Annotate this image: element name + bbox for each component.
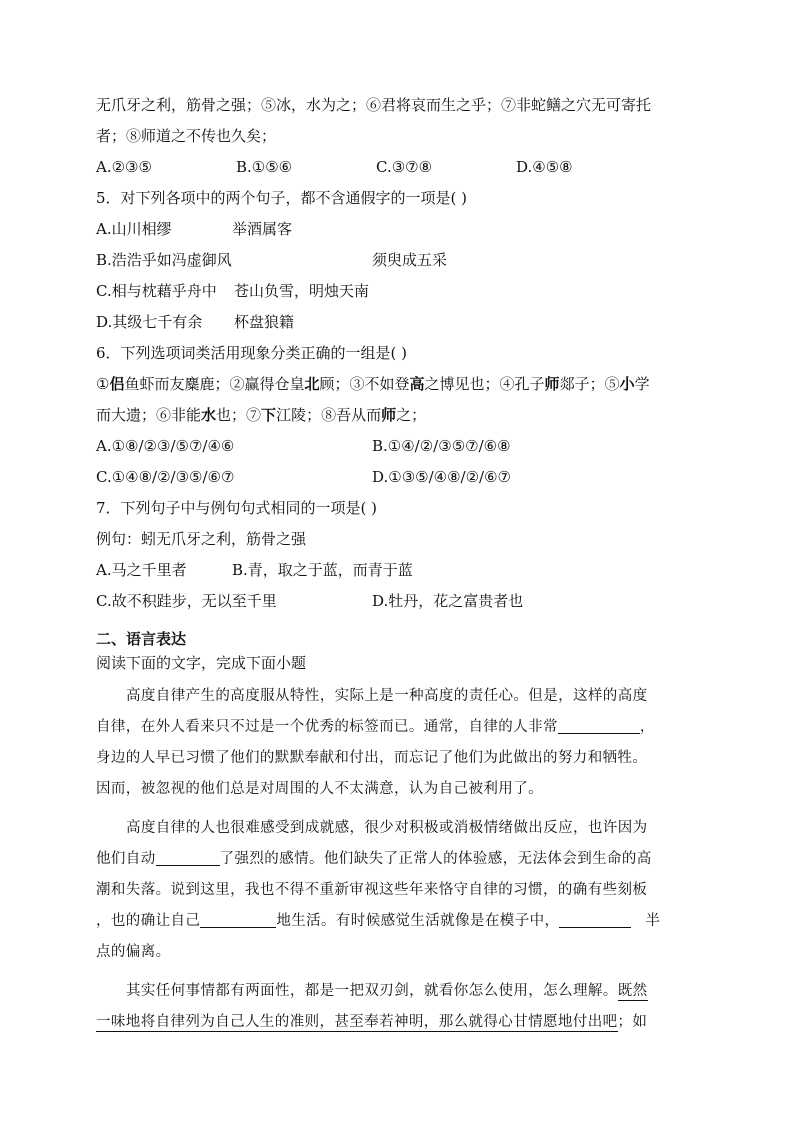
reading-passage (96, 681, 696, 1038)
q7-stem: 7．下列句子中与例句句式相同的一项是( ) (96, 499, 378, 517)
bold-word: 小 (619, 375, 635, 393)
bold-word: 侣 (109, 375, 125, 393)
q6-option-b[interactable]: B.①④/②/③⑤⑦/⑥⑧ (372, 437, 511, 455)
q7-option-b[interactable]: B.青，取之于蓝，而青于蓝 (232, 561, 413, 579)
fill-blank-3[interactable] (200, 910, 276, 928)
document-page (96, 90, 696, 1038)
q6-option-c[interactable]: C.①④⑧/②/③⑤/⑥⑦ (96, 468, 235, 486)
q5-a-sentence-1: A.山川相缪 (96, 220, 172, 238)
section-heading: 二、语言表达 (96, 630, 187, 648)
passage-p1-line-4: 因而，被忽视的他们总是对周围的人不太满意，认为自己被利用了。 (96, 781, 543, 797)
bold-word: 水 (201, 406, 217, 424)
q5-b-sentence-2: 须臾成五采 (372, 251, 448, 269)
passage-p1-line-2: 自律，在外人看来只不过是一个优秀的标签而已。通常，自律的人非常 ， (96, 712, 696, 743)
q4-options (96, 152, 696, 183)
bold-word: 师 (381, 406, 397, 424)
bold-word: 师 (544, 375, 560, 393)
passage-p2-line-1: 高度自律的人也很难感受到成就感，很少对积极或消极情绪做出反应，也许因为 (126, 820, 648, 836)
passage-p2-line-2: 他们自动 了强烈的感情。他们缺失了正常人的体验感，无法体会到生命的高 (96, 844, 696, 875)
fill-blank-2[interactable] (156, 848, 220, 866)
q5-option-a[interactable] (96, 214, 696, 245)
bold-word: 高 (409, 375, 425, 393)
bold-word: 北 (304, 375, 320, 393)
passage-p2-line-3: 潮和失落。说到这里，我也不得不重新审视这些年来恪守自律的习惯，的确有些刻板 (96, 882, 648, 898)
q5-b-sentence-1: B.浩浩乎如冯虚御风 (96, 251, 232, 269)
q7-options-cd (96, 586, 696, 617)
underlined-sentence: 既然 (617, 983, 648, 999)
q4-continuation-line-1: 无爪牙之利，筋骨之强；⑤冰，水为之；⑥君将哀而生之乎；⑦非蛇鳝之穴无可寄托 (96, 96, 652, 114)
passage-p2-line-4: ，也的确让自己 地生活。有时候感觉生活就像是在模子中， 半 (96, 906, 696, 937)
passage-p3-line-2: 一味地将自律列为自己人生的准则，甚至奉若神明，那么就得心甘情愿地付出吧；如 (96, 1014, 648, 1030)
passage-p2-line-5: 点的偏离。 (96, 944, 171, 960)
q4-option-a[interactable]: A.②③⑤ (96, 158, 152, 176)
q5-option-c[interactable] (96, 276, 696, 307)
q5-c-sentence-2: 苍山负雪，明烛天南 (234, 282, 370, 300)
bold-word: 下 (261, 406, 277, 424)
q6-option-a[interactable]: A.①⑧/②③/⑤⑦/④⑥ (96, 437, 235, 455)
passage-p1-line-3: 身边的人早已习惯了他们的默默奉献和付出，而忘记了他们为此做出的努力和牺牲。 (96, 750, 648, 766)
q5-d-sentence-2: 杯盘狼籍 (234, 313, 295, 331)
q7-option-a[interactable]: A.马之千里者 (96, 561, 187, 579)
section-intro: 阅读下面的文字，完成下面小题 (96, 654, 307, 672)
q6-option-d[interactable]: D.①③⑤/④⑧/②/⑥⑦ (372, 468, 511, 486)
q4-option-b[interactable]: B.①⑤⑥ (236, 158, 293, 176)
passage-p3-line-1: 其实任何事情都有两面性，都是一把双刃剑，就看你怎么使用，怎么理解。既然 (126, 983, 648, 999)
fill-blank-4[interactable] (559, 910, 631, 928)
fill-blank-1[interactable] (558, 716, 640, 734)
q6-examples-line-2: 而大遗；⑥非能水也；⑦下江陵；⑧吾从而师之； (96, 406, 427, 424)
q6-stem: 6．下列选项词类活用现象分类正确的一组是( ) (96, 344, 408, 362)
passage-p1-line-1: 高度自律产生的高度服从特性，实际上是一种高度的责任心。但是，这样的高度 (126, 688, 648, 704)
q7-example: 例句：蚓无爪牙之利，筋骨之强 (96, 530, 307, 548)
q7-options-ab (96, 555, 696, 586)
underlined-sentence: 一味地将自律列为自己人生的准则，甚至奉若神明，那么就得心甘情愿地付出吧 (96, 1014, 618, 1030)
q5-d-sentence-1: D.其级七千有余 (96, 313, 203, 331)
q5-option-b[interactable] (96, 245, 696, 276)
q6-options-ab (96, 431, 696, 462)
q7-option-d[interactable]: D.牡丹，花之富贵者也 (372, 592, 524, 610)
q5-stem: 5．对下列各项中的两个句子，都不含通假字的一项是( ) (96, 189, 468, 207)
q7-option-c[interactable]: C.故不积跬步，无以至千里 (96, 592, 277, 610)
q6-examples-line-1: ①侣鱼虾而友麋鹿；②赢得仓皇北顾；③不如登高之博见也；④孔子师郯子；⑤小学 (96, 375, 650, 393)
q5-c-sentence-1: C.相与枕藉乎舟中 (96, 282, 217, 300)
q4-option-c[interactable]: C.③⑦⑧ (376, 158, 433, 176)
q4-continuation-line-2: 者；⑧师道之不传也久矣； (96, 127, 277, 145)
q6-options-cd (96, 462, 696, 493)
q5-option-d[interactable] (96, 307, 696, 338)
q5-a-sentence-2: 举酒属客 (232, 220, 293, 238)
q4-option-d[interactable]: D.④⑤⑧ (516, 158, 573, 176)
